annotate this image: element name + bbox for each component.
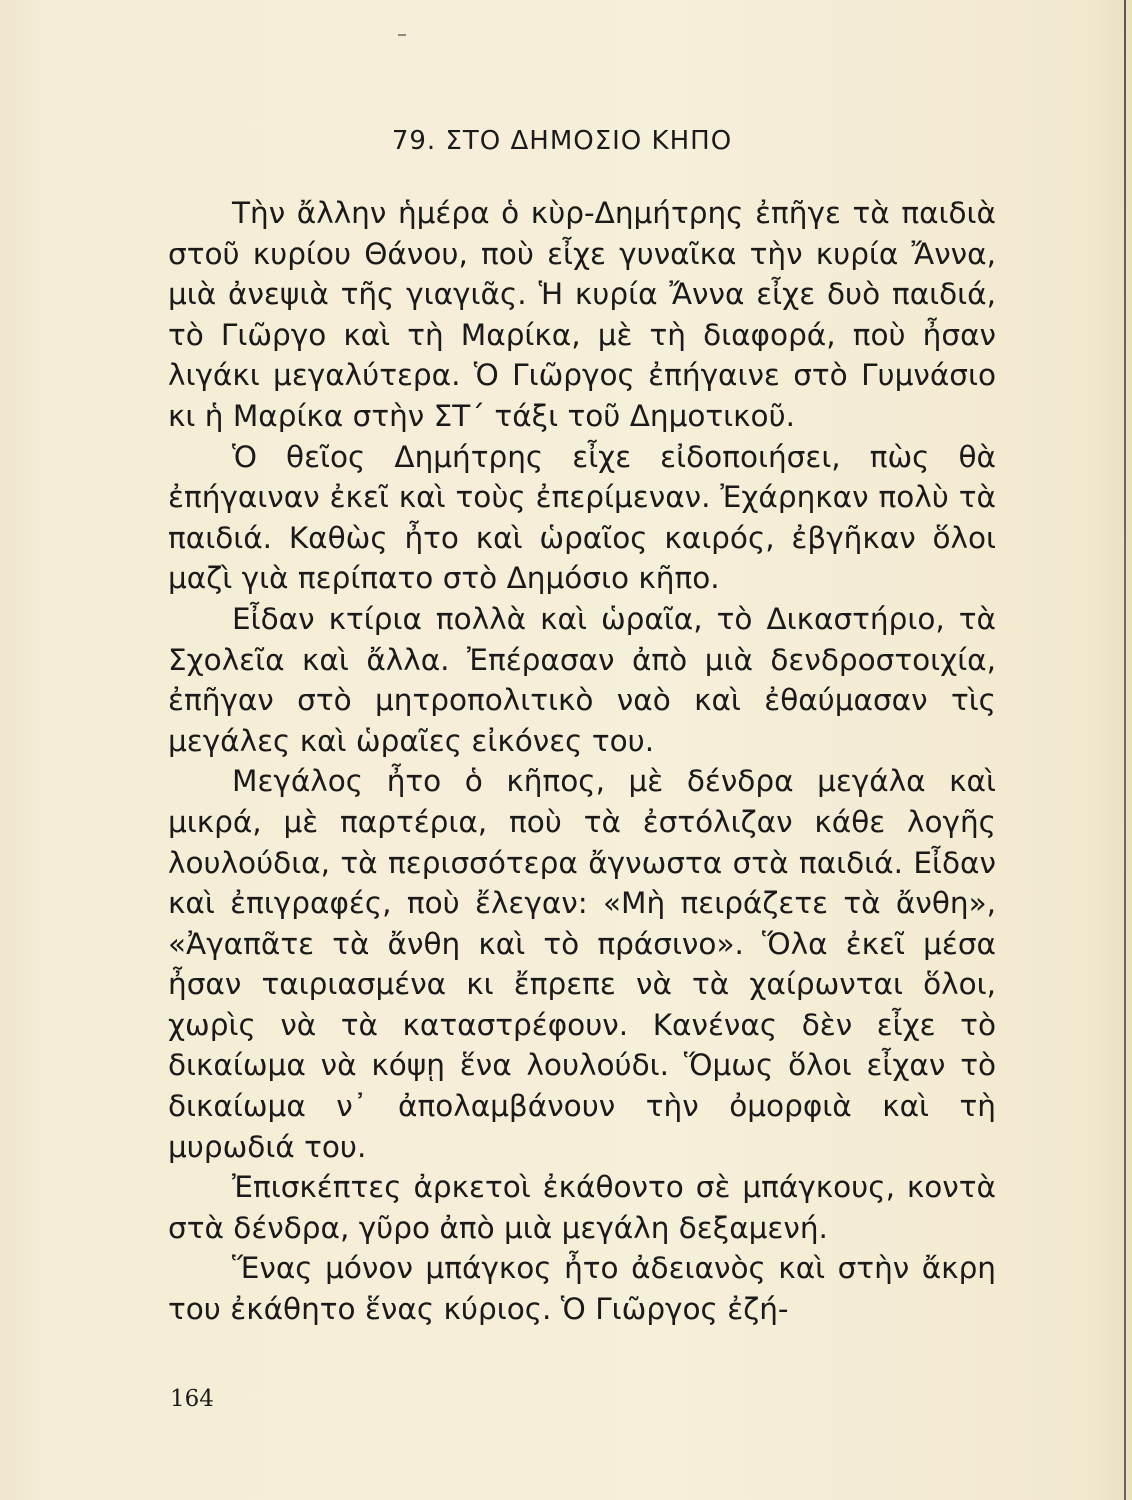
paragraph-1: Τὴν ἄλλην ἡμέρα ὁ κὺρ-Δημήτρης ἐπῆγε τὰ παιδιὰ στοῦ κυρίου Θάνου, ποὺ εἶχε γυναῖκα τὴν κυρία Ἄννα, μιὰ ἀνεψιὰ τῆς γιαγιᾶς. Ἡ κυρία Ἄννα εἶχε δυὸ παιδιά, τὸ Γιῶργο καὶ τὴ Μαρίκα, μὲ τὴ διαφορά, ποὺ ἦσαν λιγάκι μεγαλύτερα. Ὁ Γιῶργος ἐπήγαινε στὸ Γυμνάσιο κι ἡ Μαρίκα στὴν ΣΤ΄ τάξι τοῦ Δημοτικοῦ. — [168, 196, 996, 433]
paragraph-2: Ὁ θεῖος Δημήτρης εἶχε εἰδοποιήσει, πὼς θὰ ἐπήγαιναν ἐκεῖ καὶ τοὺς ἐπερίμεναν. Ἐχάρηκαν πολὺ τὰ παιδιά. Καθὼς ἦτο καὶ ὡραῖος καιρός, ἐβγῆκαν ὅλοι μαζὶ γιὰ περίπατο στὸ Δημόσιο κῆπο. — [168, 439, 996, 596]
chapter-body — [168, 193, 996, 1330]
paragraph-5: Ἐπισκέπτες ἀρκετοὶ ἐκάθοντο σὲ μπάγκους, κοντὰ στὰ δένδρα, γῦρο ἀπὸ μιὰ μεγάλη δεξαμενή. — [168, 1170, 996, 1245]
paragraph-3: Εἶδαν κτίρια πολλὰ καὶ ὡραῖα, τὸ Δικαστήριο, τὰ Σχολεῖα καὶ ἄλλα. Ἐπέρασαν ἀπὸ μιὰ δενδροστοιχία, ἐπῆγαν στὸ μητροπολιτικὸ ναὸ καὶ ἐθαύμασαν τὶς μεγάλες καὶ ὡραῖες εἰκόνες του. — [168, 601, 996, 758]
chapter-heading — [0, 126, 1132, 156]
paragraph-6: Ἕνας μόνον μπάγκος ἦτο ἀδειανὸς καὶ στὴν ἄκρη του ἐκάθητο ἕνας κύριος. Ὁ Γιῶργος ἐζή- — [168, 1251, 996, 1327]
scan-speck — [398, 34, 406, 36]
paragraph-4: Μεγάλος ἦτο ὁ κῆπος, μὲ δένδρα μεγάλα καὶ μικρά, μὲ παρτέρια, ποὺ τὰ ἐστόλιζαν κάθε λογῆς λουλούδια, τὰ περισσότερα ἄγνωστα στὰ παιδιά. Εἶδαν καὶ ἐπιγραφές, ποὺ ἔλεγαν: «Μὴ πειράζετε τὰ ἄνθη», «Ἀγαπᾶτε τὰ ἄνθη καὶ τὸ πράσινο». Ὅλα ἐκεῖ μέσα ἦσαν ταιριασμένα κι ἔπρεπε νὰ τὰ χαίρωνται ὅλοι, χωρὶς νὰ τὰ καταστρέφουν. Κανένας δὲν εἶχε τὸ δικαίωμα νὰ κόψῃ ἕνα λουλούδι. Ὅμως ὅλοι εἶχαν τὸ δικαίωμα ν᾿ ἀπολαμβάνουν τὴν ὀμορφιὰ καὶ τὴ μυρωδιά του. — [168, 764, 996, 1164]
page-number: 164 — [170, 1386, 214, 1412]
chapter-title: 79. ΣΤΟ ΔΗΜΟΣΙΟ ΚΗΠΟ — [391, 126, 733, 156]
page-edge — [1124, 0, 1126, 1500]
